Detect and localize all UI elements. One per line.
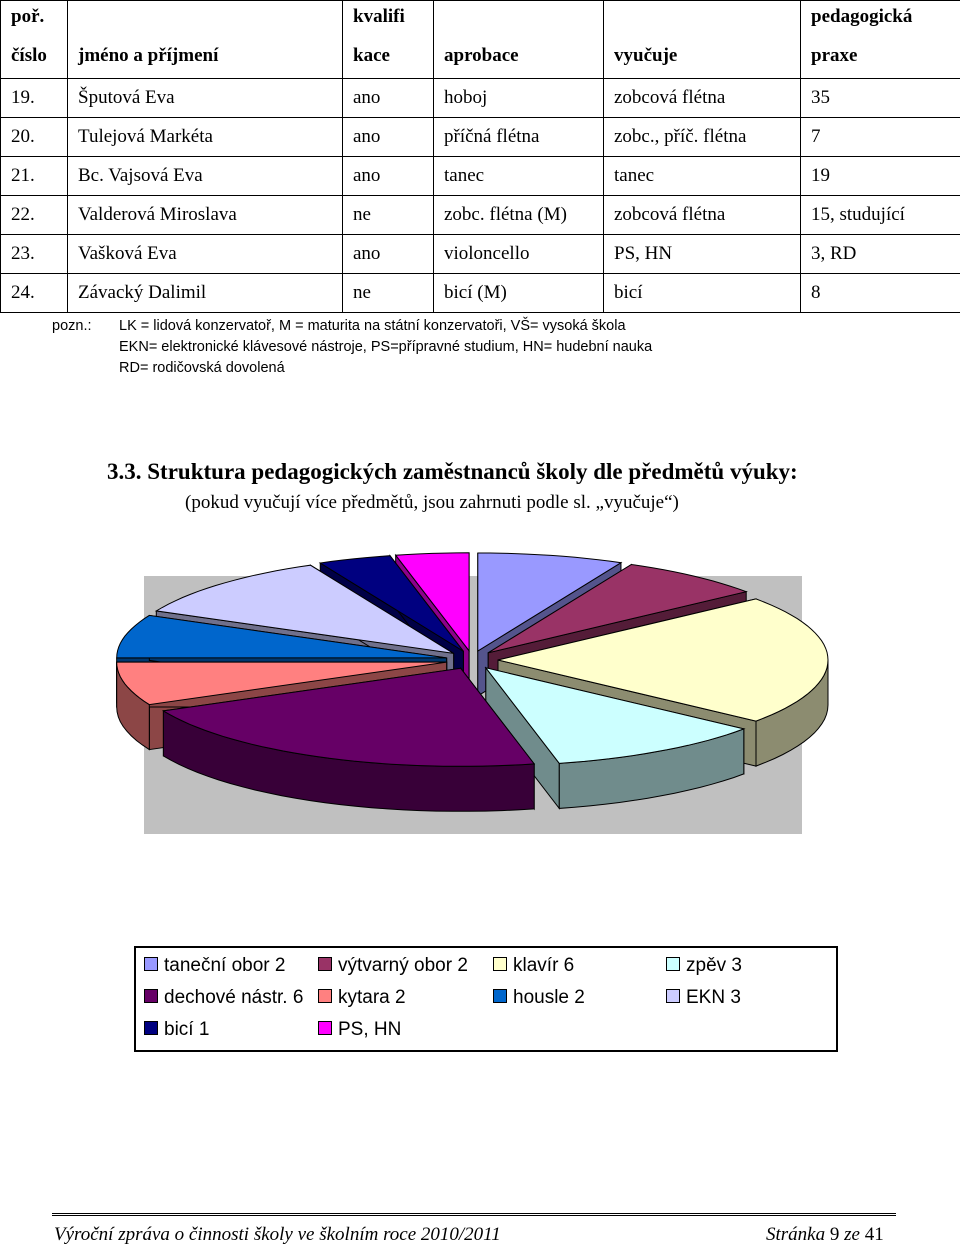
legend-item [144,954,285,978]
legend-swatch [318,957,332,971]
table-cell: příčná flétna [434,118,604,157]
table-cell: tanec [604,157,801,196]
legend-swatch [666,957,680,971]
table-cell: ano [343,118,434,157]
legend-swatch [493,989,507,1003]
table-cell: Tulejová Markéta [68,118,343,157]
legend-item [493,986,585,1010]
table-cell: Vašková Eva [68,235,343,274]
legend-label: zpěv 3 [686,955,742,976]
table-cell: 19 [801,157,960,196]
table-cell: Závacký Dalimil [68,274,343,313]
footer-title: Výroční zpráva o činnosti školy ve školním roce 2010/2011 [54,1224,501,1245]
table-cell: bicí (M) [434,274,604,313]
footer-rule [52,1213,896,1216]
legend-swatch [318,1021,332,1035]
legend-item [666,954,742,978]
legend-swatch [318,989,332,1003]
legend-swatch [493,957,507,971]
table-cell: ne [343,196,434,235]
table-cell: zobc., příč. flétna [604,118,801,157]
legend-label: výtvarný obor 2 [338,955,468,976]
note-line: RD= rodičovská dovolená [119,360,285,376]
legend-item [318,954,468,978]
legend-swatch [144,957,158,971]
page-total: 41 [864,1224,884,1245]
table-cell: 3, RD [801,235,960,274]
legend-label: dechové nástr. 6 [164,987,304,1008]
table-cell: zobcová flétna [604,196,801,235]
table-cell: tanec [434,157,604,196]
table-cell: zobcová flétna [604,79,801,118]
table-cell: 24. [1,274,68,313]
legend-label: kytara 2 [338,987,406,1008]
section-title: 3.3. Struktura pedagogických zaměstnanců školy dle předmětů výuky: [107,459,798,484]
legend-label: bicí 1 [164,1019,210,1040]
table-cell: 8 [801,274,960,313]
legend-label: EKN 3 [686,987,741,1008]
table-cell: 7 [801,118,960,157]
table-cell: PS, HN [604,235,801,274]
note-line: LK = lidová konzervatoř, M = maturita na státní konzervatoři, VŠ= vysoká škola [119,318,626,334]
table-cell: 19. [1,79,68,118]
legend-label: taneční obor 2 [164,955,286,976]
legend-label: klavír 6 [513,955,575,976]
table-cell: ano [343,235,434,274]
table-cell: 22. [1,196,68,235]
note-label: pozn.: [52,318,92,334]
chart-legend [134,946,838,1052]
table-cell: 15, studující [801,196,960,235]
table-cell: bicí [604,274,801,313]
table-cell: Bc. Vajsová Eva [68,157,343,196]
page-label: Stránka [766,1224,826,1245]
page-number [766,1224,884,1246]
legend-item [144,986,303,1010]
header-cell: poř. číslo [1,1,68,79]
table-cell: violoncello [434,235,604,274]
table-cell: ne [343,274,434,313]
table-cell: 20. [1,118,68,157]
header-cell: kvalifi kace [343,1,434,79]
legend-item [318,986,406,1010]
table-cell: zobc. flétna (M) [434,196,604,235]
table-cell: 35 [801,79,960,118]
header-cell: jméno a příjmení [68,1,343,79]
page-of-label: ze [844,1224,860,1245]
table-cell: 23. [1,235,68,274]
table-cell: hoboj [434,79,604,118]
legend-label: PS, HN [338,1019,402,1040]
legend-item [144,1018,209,1042]
note-line: EKN= elektronické klávesové nástroje, PS=přípravné studium, HN= hudební nauka [119,339,653,355]
header-cell: pedagogická praxe [801,1,960,79]
legend-swatch [666,989,680,1003]
legend-item [493,954,574,978]
legend-label: housle 2 [513,987,585,1008]
table-cell: ano [343,79,434,118]
table-cell: Šputová Eva [68,79,343,118]
table-cell: ano [343,157,434,196]
legend-item [318,1018,401,1042]
legend-item [666,986,741,1010]
section-subtitle: (pokud vyučují více předmětů, jsou zahrnuti podle sl. „vyučuje“) [185,492,679,513]
header-cell: aprobace [434,1,604,79]
table-cell: Valderová Miroslava [68,196,343,235]
page-current: 9 [829,1224,840,1245]
legend-swatch [144,1021,158,1035]
header-cell: vyučuje [604,1,801,79]
table-cell: 21. [1,157,68,196]
legend-swatch [144,989,158,1003]
